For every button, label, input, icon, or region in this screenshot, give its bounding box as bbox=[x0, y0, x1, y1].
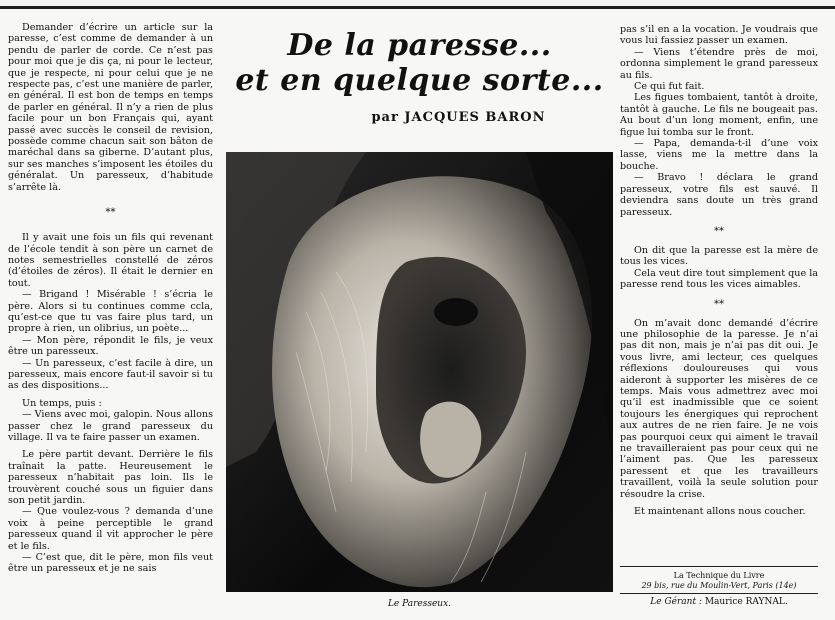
paragraph: Demander d’écrire un article sur la paresse, c’est comme de demander à un pendu de parler de corde. Ce n’est pas pour moi que je dis ça, ni pour le lecteur, que je respecte, ni pour celui que je ne respecte pas, c’est une manière de parler, en général. Il est bon de temps en temps de parler en général. Il n’y a rien de plus facile pour un bon Français qui, ayant passé avec succès le conseil de revision, possède comme chacun sait son bâton de maréchal dans sa giberne. D’autant plus, sur ses manches s’imposent les étoiles du généralat. Un paresseux, d’habitude s’arrête là. bbox=[8, 22, 213, 193]
photo-caption: Le Paresseux. bbox=[387, 599, 452, 609]
byline: par JACQUES BARON bbox=[371, 110, 546, 125]
publisher-info bbox=[620, 571, 818, 591]
right-column bbox=[620, 24, 818, 517]
top-rule bbox=[0, 6, 835, 9]
paragraph: — Que voulez-vous ? demanda d’une voix à peine perceptible le grand paresseux quand il vit approcher le père et le fils. bbox=[8, 506, 213, 552]
title-line-1: De la paresse... bbox=[287, 28, 552, 63]
footer-rule bbox=[620, 566, 818, 567]
title-line-2: et en quelque sorte... bbox=[235, 63, 604, 98]
paragraph: — Papa, demanda-t-il d’une voix lasse, viens me la mettre dans la bouche. bbox=[620, 138, 818, 172]
sloth-photograph bbox=[226, 152, 613, 592]
gerant-line bbox=[620, 597, 818, 607]
paragraph: Il y avait une fois un fils qui revenant de l’école tendit à son père un carnet de notes semestrielles constellé de zéros (d’étoiles de zéros). Il était le dernier en tout. bbox=[8, 232, 213, 289]
paragraph: — Un paresseux, c’est facile à dire, un paresseux, mais encore faut-il savoir si tu as des dispositions... bbox=[8, 357, 213, 392]
footer-rule bbox=[620, 593, 818, 594]
paragraph: Cela veut dire tout simplement que la paresse rend tous les vices aimables. bbox=[620, 267, 818, 291]
gerant-label: Le Gérant : bbox=[650, 597, 702, 607]
paragraph: — Brigand ! Misérable ! s’écria le père. Alors si tu continues comme ccla, qu’est-ce que tu vas faire plus tard, un propre à rien, un olibrius, un poète... bbox=[8, 289, 213, 335]
section-separator: ** bbox=[714, 225, 724, 237]
gerant-name: Maurice RAYNAL. bbox=[704, 597, 788, 607]
paragraph: — Viens t’étendre près de moi, ordonna simplement le grand paresseux au fils. bbox=[620, 46, 818, 81]
article-title bbox=[222, 28, 617, 98]
paragraph: — Mon père, répondit le fils, je veux être un paresseux. bbox=[8, 334, 213, 358]
paragraph: Un temps, puis : bbox=[22, 397, 102, 409]
left-column bbox=[8, 22, 213, 575]
paragraph: pas s’il en a la vocation. Je voudrais que vous lui fassiez passer un examen. bbox=[620, 24, 818, 47]
sloth-illustration bbox=[226, 152, 613, 592]
paragraph: Ce qui fut fait. bbox=[634, 81, 705, 93]
paragraph: Et maintenant allons nous coucher. bbox=[634, 506, 806, 518]
paragraph: On m’avait donc demandé d’écrire une philosophie de la paresse. Je n’ai pas dit non, mais je n’ai pas dit oui. Je vous livre, ami lecteur, ces quelques réflexions douloureuses qui vous aideront à supporter les misères de ce temps. Mais vous admettrez avec moi qu’il est inadmissible que ce soient toujours les énergiques qui reprochent aux autres de ne rien faire. Je ne vois pas pourquoi ceux qui aiment le travail ne travailleraient pas pour ceux qui ne l’aiment pas. Que les paresseux paressent et que les travailleurs travaillent, voilà la seule solution pour résoudre la crise. bbox=[620, 317, 818, 500]
paragraph: — Viens avec moi, galopin. Nous allons passer chez le grand paresseux du village. Il va te faire passer un examen. bbox=[8, 409, 213, 443]
paragraph: Les figues tombaient, tantôt à droite, tantôt à gauche. Le fils ne bougeait pas. Au bout d’un long moment, enfin, une figue lui tomba sur le front. bbox=[620, 92, 818, 138]
section-separator: ** bbox=[714, 298, 724, 310]
paragraph: — Bravo ! déclara le grand paresseux, votre fils est sauvé. Il deviendra sans doute un très grand paresseux. bbox=[620, 172, 818, 218]
paragraph: — C’est que, dit le père, mon fils veut être un paresseux et je ne sais bbox=[8, 552, 213, 575]
publisher-address: 29 bis, rue du Moulin-Vert, Paris (14e) bbox=[641, 581, 797, 590]
section-separator: ** bbox=[105, 207, 116, 219]
publisher-name: La Technique du Livre bbox=[673, 571, 765, 580]
paragraph: On dit que la paresse est la mère de tous les vices. bbox=[620, 244, 818, 268]
paragraph: Le père partit devant. Derrière le fils traînait la patte. Heureusement le paresseux n’habitait pas loin. Ils le trouvèrent couché sous un figuier dans son petit jardin. bbox=[8, 449, 213, 507]
